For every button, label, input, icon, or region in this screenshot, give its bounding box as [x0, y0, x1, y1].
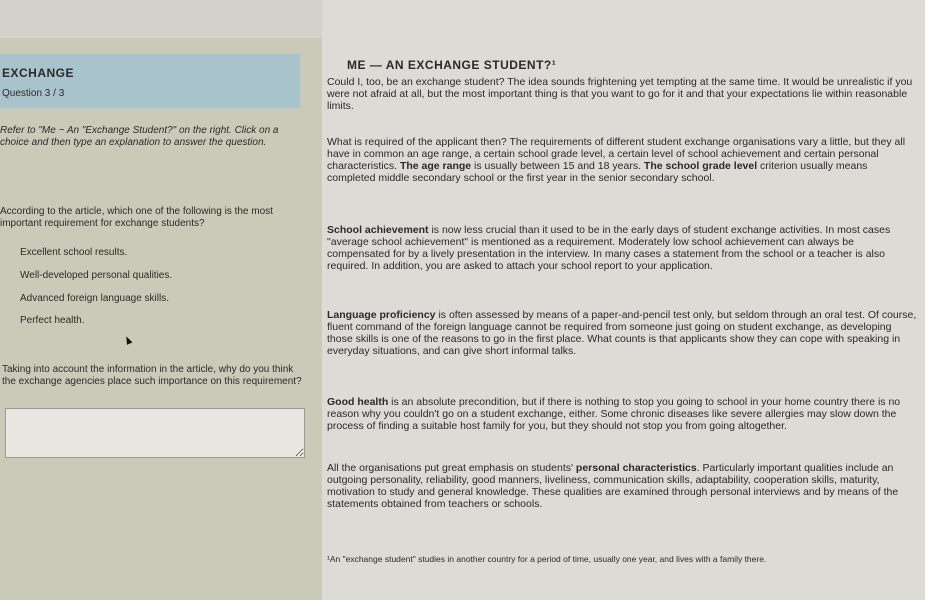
option-language-skills[interactable]: Advanced foreign language skills. [20, 293, 169, 304]
paragraph-personal-characteristics: All the organisations put great emphasis on students' personal characteristics. Particularly important qualities include an outgoing personality, reliability, good manners, liveliness, communication skills, adaptability, cooperation skills, maturity, motivation to study and general knowledge. These qualities are examined through personal interviews and by means of the statements obtained from teachers or schools. [327, 462, 899, 510]
article-title: ME — AN EXCHANGE STUDENT?¹ [347, 58, 557, 72]
answer-input[interactable] [5, 408, 305, 458]
paragraph-health: Good health is an absolute precondition, but if there is nothing to stop you going to school in your home country there is no reason why you couldn't go on a student exchange, either. Some chronic diseases like severe allergies may slow down the process of finding a suitable host family for you, but they should not stop you from going altogether. [327, 396, 901, 432]
question-text: According to the article, which one of the following is the most important requirement for exchange students? [0, 206, 273, 229]
unit-title: EXCHANGE [2, 66, 75, 80]
paragraph-requirements: What is required of the applicant then? The requirements of different student exchange organisations vary a little, but they all have in common an age range, a certain school grade level, a certain level of school achievement and certain personal characteristics. The age range is usually between 15 and 18 years. The school grade level criterion usually means completed middle secondary school or the first year in the senior secondary school. [327, 136, 906, 184]
option-health[interactable]: Perfect health. [20, 315, 85, 326]
option-personal-qualities[interactable]: Well-developed personal qualities. [20, 270, 173, 281]
question-number: Question 3 / 3 [2, 88, 65, 99]
footnote: ¹An "exchange student" studies in another country for a period of time, usually one year, and lives with a family there. [327, 554, 767, 564]
instructions: Refer to "Me ~ An "Exchange Student?" on the right. Click on a choice and then type an explanation to answer the question. [0, 125, 279, 148]
paragraph-language: Language proficiency is often assessed by means of a paper-and-pencil test only, but seldom through an oral test. Of course, fluent command of the foreign language cannot be required from someone just going on student exchange, as developing those skills is one of the reasons to go in the first place. What counts is that applicants show they can cope with speaking in everyday situations, and can give short informal talks. [327, 309, 917, 357]
followup-question: Taking into account the information in the article, why do you think the exchange agencies place such importance on this requirement? [2, 364, 302, 387]
article-panel [325, 0, 925, 600]
paragraph-school-achievement: School achievement is now less crucial than it used to be in the early days of student exchange activities. In most cases "average school achievement" is mentioned as a requirement. Moderately low school achievement can always be compensated for by a lively presentation in the interview. In many cases a statement from the school or a teacher is also required. In addition, you are asked to attach your school report to your application. [327, 224, 891, 272]
question-header [0, 54, 300, 108]
paragraph-intro: Could I, too, be an exchange student? The idea sounds frightening yet tempting at the same time. It would be unrealistic if you were not afraid at all, but the most important thing is that you want to go for it and that your expectations lie within reasonable limits. [327, 76, 913, 112]
option-school-results[interactable]: Excellent school results. [20, 247, 128, 258]
